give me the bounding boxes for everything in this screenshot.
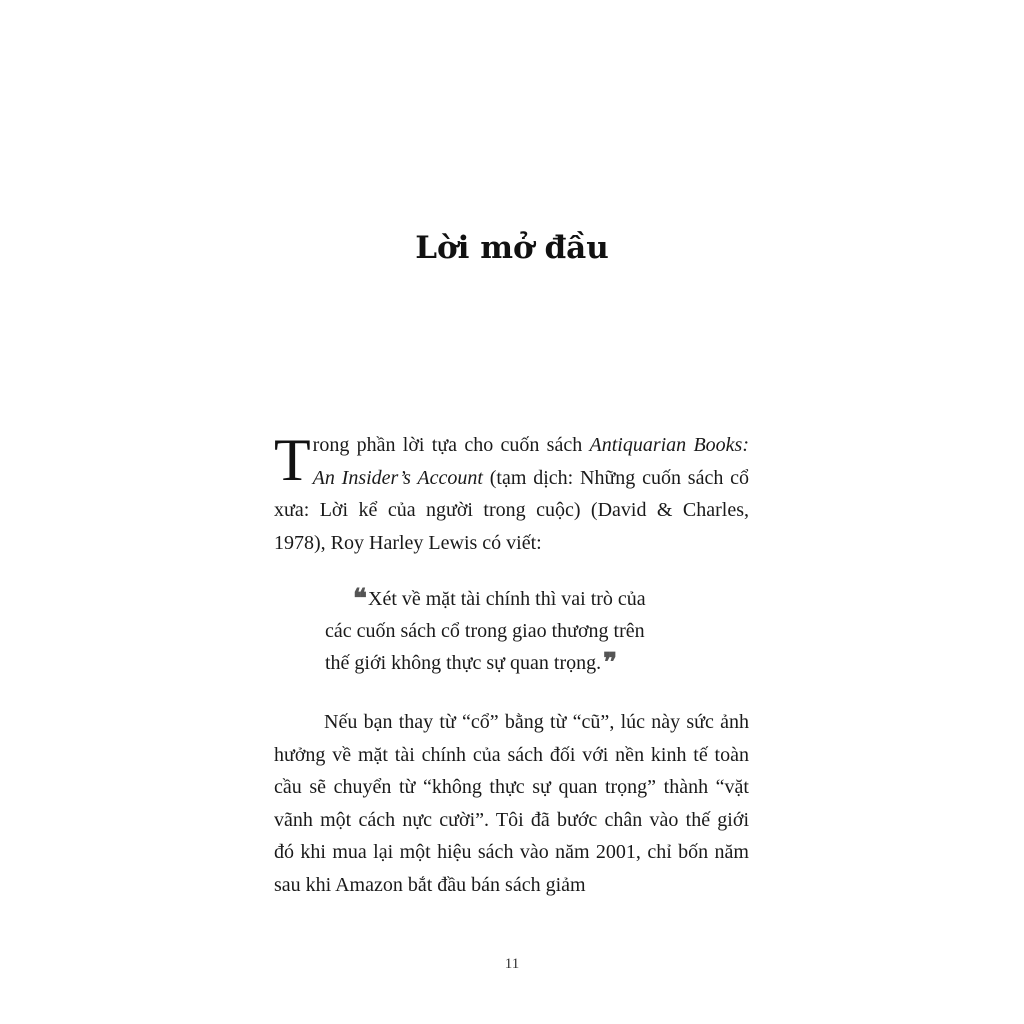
drop-cap: T	[274, 427, 311, 493]
intro-text-end: (tạm dịch: Những cuốn sách cổ xưa: Lời kể của người trong cuộc) (David & Charles, 1978), Roy Harley Lewis có viết:	[274, 466, 750, 554]
quote-line-1-text: Xét về mặt tài chính thì vai trò của	[368, 588, 646, 610]
body-paragraph: Nếu bạn thay từ “cổ” bằng từ “cũ”, lúc này sức ảnh hưởng về mặt tài chính của sách đối với nền kinh tế toàn cầu sẽ chuyển từ “không thực sự quan trọng” thành “vặt vãnh một cách nực cười”. Tôi đã bước chân vào thế giới đó khi mua lại một hiệu sách vào năm 2001, chỉ bốn năm sau khi Amazon bắt đầu bán sách giảm	[274, 711, 749, 896]
intro-text-start: rong phần lời tựa cho cuốn sách	[312, 434, 590, 456]
book-title: Antiquarian Books: An Insider’s Account	[312, 434, 749, 489]
chapter-title: Lời mở đầu	[415, 230, 609, 266]
quote-line-3-text: thế giới không thực sự quan trọng.	[325, 652, 602, 674]
quote-line-1	[325, 583, 705, 615]
quote-line-2: các cuốn sách cổ trong giao thương trên	[325, 620, 645, 642]
open-quote-icon: ❝	[353, 584, 367, 614]
quote-line-3	[325, 647, 705, 679]
block-quote	[325, 583, 705, 679]
close-quote-icon: ❞	[603, 648, 618, 678]
page-number: 11	[504, 956, 520, 972]
intro-paragraph	[274, 429, 749, 559]
